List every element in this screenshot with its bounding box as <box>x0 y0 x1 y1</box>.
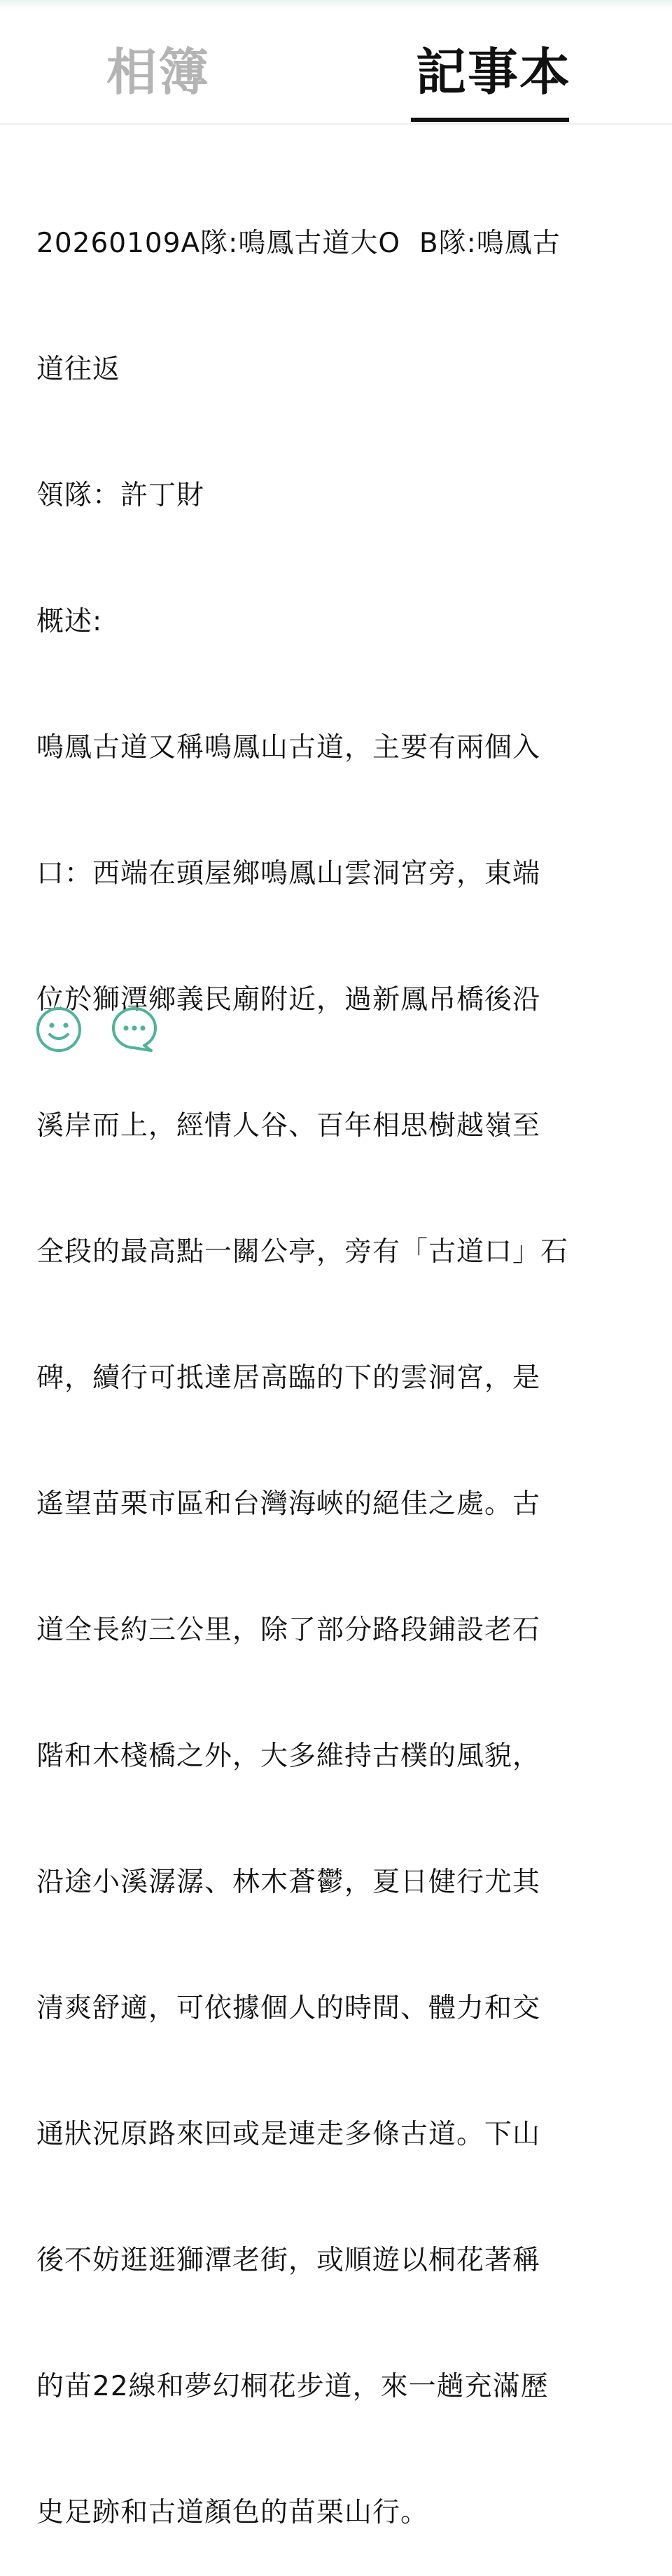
action-bar <box>0 1006 672 1055</box>
note-line: 位於獅潭鄉義民廟附近，過新鳳吊橋後沿 <box>36 984 541 1016</box>
note-line: 概述: <box>36 606 103 637</box>
note-line: 清爽舒適，可依據個人的時間、體力和交 <box>36 1993 541 2024</box>
note-line: 後不妨逛逛獅潭老街，或順遊以桐花著稱 <box>36 2245 541 2276</box>
emoji-button[interactable] <box>35 1006 83 1053</box>
smiley-icon <box>35 1006 83 1053</box>
speech-bubble-icon <box>111 1006 158 1053</box>
note-line: 的苗22線和夢幻桐花步道，來一趟充滿歷 <box>36 2371 549 2402</box>
note-line: 階和木棧橋之外，大多維持古樸的風貌， <box>36 1740 541 1772</box>
note-line: 領隊：許丁財 <box>36 480 205 511</box>
tab-notes[interactable]: 記事本 <box>416 43 572 102</box>
note-content <box>36 139 624 2576</box>
note-line: 道往返 <box>36 354 121 385</box>
note-line: 口：西端在頭屋鄉鳴鳳山雲洞宮旁，東端 <box>36 858 541 889</box>
tab-album[interactable]: 相簿 <box>106 43 211 102</box>
tab-bar <box>0 0 672 125</box>
note-line: 鳴鳳古道又稱鳴鳳山古道，主要有兩個入 <box>36 732 541 763</box>
note-line: 通狀況原路來回或是連走多條古道。下山 <box>36 2119 541 2150</box>
note-line: 道全長約三公里，除了部分路段鋪設老石 <box>36 1614 541 1646</box>
active-tab-indicator <box>411 118 569 122</box>
note-line: 20260109A隊:鳴鳳古道大O B隊:鳴鳳古 <box>36 228 561 259</box>
note-line: 碑，續行可抵達居高臨的下的雲洞宮，是 <box>36 1362 541 1394</box>
comment-button[interactable] <box>111 1006 158 1053</box>
note-line: 溪岸而上，經情人谷、百年相思樹越嶺至 <box>36 1110 541 1142</box>
note-line: 遙望苗栗市區和台灣海峽的絕佳之處。古 <box>36 1488 541 1520</box>
note-line: 史足跡和古道顏色的苗栗山行。 <box>36 2497 429 2528</box>
note-line: 全段的最高點一關公亭，旁有「古道口」石 <box>36 1236 569 1268</box>
note-line: 沿途小溪潺潺、林木蒼鬱，夏日健行尤其 <box>36 1867 541 1898</box>
